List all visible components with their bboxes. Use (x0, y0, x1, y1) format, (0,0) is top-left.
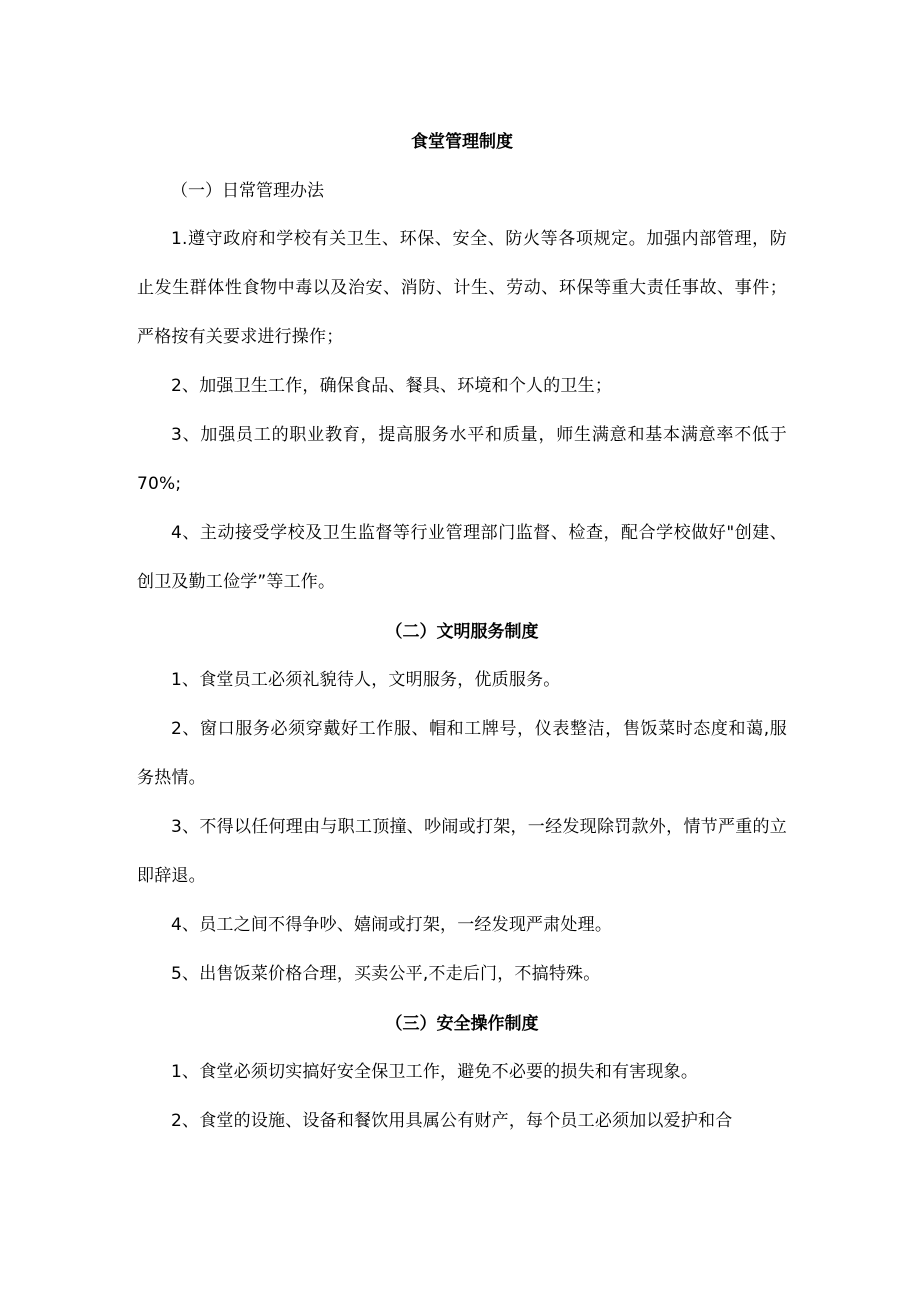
paragraph: 2、加强卫生工作，确保食品、餐具、环境和个人的卫生； (171, 376, 613, 396)
section-heading-daily-management: （一）日常管理办法 (171, 181, 324, 201)
document-title: 食堂管理制度 (411, 132, 513, 152)
section-heading-civil-service: （二）文明服务制度 (385, 622, 539, 642)
paragraph: 1、食堂必须切实搞好安全保卫工作，避免不必要的损失和有害现象。 (171, 1062, 699, 1082)
paragraph: 2、窗口服务必须穿戴好工作服、帽和工牌号，仪表整洁，售饭菜时态度和蔼,服务热情。 (137, 719, 787, 788)
paragraph: 3、加强员工的职业教育，提高服务水平和质量，师生满意和基本满意率不低于70%; (137, 425, 787, 494)
section-heading-safe-operation: （三）安全操作制度 (385, 1014, 539, 1034)
document-body (137, 127, 787, 1146)
paragraph: 1、食堂员工必须礼貌待人，文明服务，优质服务。 (171, 670, 561, 690)
paragraph: 4、员工之间不得争吵、嬉闹或打架，一经发现严肃处理。 (171, 915, 613, 935)
paragraph: 5、出售饭菜价格合理，买卖公平,不走后门，不搞特殊。 (171, 964, 601, 984)
paragraph: 3、不得以任何理由与职工顶撞、吵闹或打架，一经发现除罚款外，情节严重的立即辞退。 (137, 817, 787, 886)
paragraph: 4、主动接受学校及卫生监督等行业管理部门监督、检查，配合学校做好"创建、创卫及勤工俭学”等工作。 (137, 523, 787, 592)
paragraph: 1.遵守政府和学校有关卫生、环保、安全、防火等各项规定。加强内部管理，防止发生群体性食物中毒以及治安、消防、计生、劳动、环保等重大责任事故、事件；严格按有关要求进行操作； (137, 229, 787, 347)
paragraph: 2、食堂的设施、设备和餐饮用具属公有财产，每个员工必须加以爱护和合 (171, 1111, 733, 1131)
